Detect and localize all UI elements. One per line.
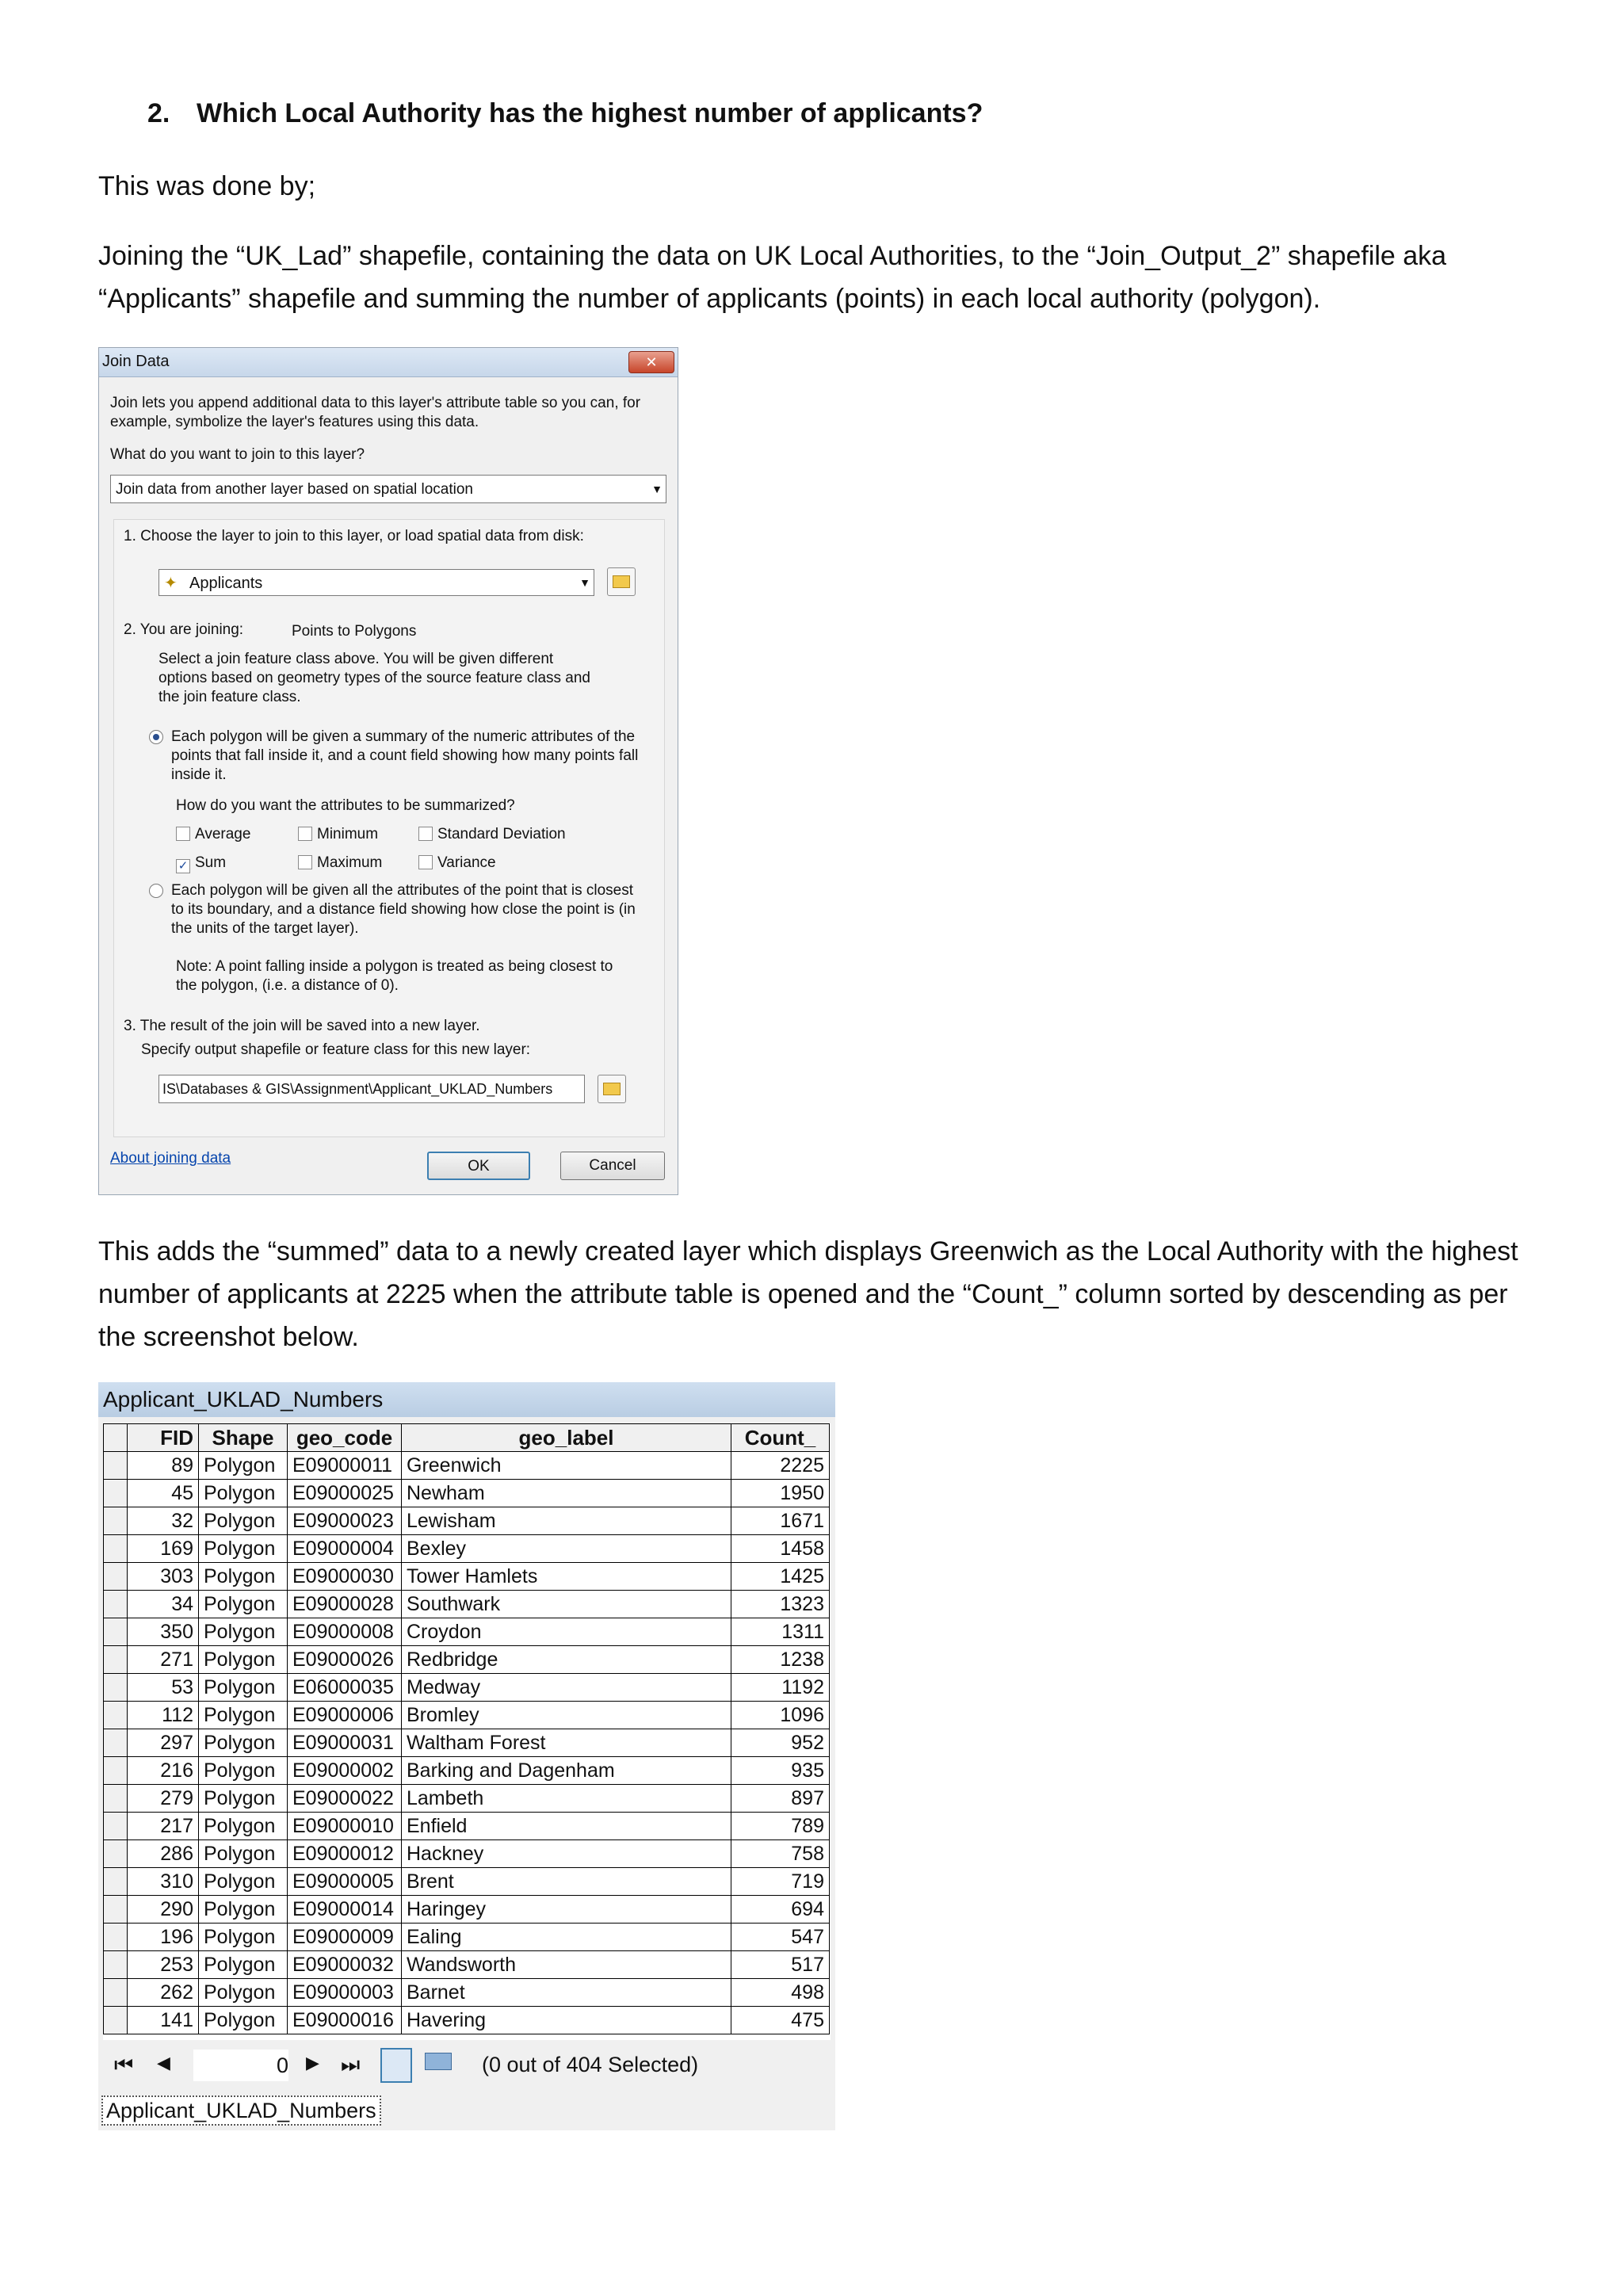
sum-checkbox[interactable] <box>176 854 226 873</box>
cell-shape: Polygon <box>199 1591 288 1618</box>
cell-geo-label: Enfield <box>402 1813 731 1840</box>
next-record-icon[interactable]: ▶ <box>306 2053 319 2073</box>
step2-label: 2. You are joining: <box>124 621 244 638</box>
cell-shape: Polygon <box>199 1840 288 1868</box>
step3-label: 3. The result of the join will be saved into a new layer. <box>124 1018 480 1034</box>
cell-geo-code: E09000003 <box>288 1979 402 2007</box>
step3-specify: Specify output shapefile or feature class for this new layer: <box>141 1041 531 1058</box>
cell-geo-label: Lambeth <box>402 1785 731 1813</box>
cell-geo-label: Brent <box>402 1868 731 1896</box>
row-selector[interactable] <box>104 1729 128 1757</box>
table-row[interactable] <box>104 1507 830 1535</box>
row-selector[interactable] <box>104 1924 128 1951</box>
cell-fid: 45 <box>128 1480 199 1507</box>
table-row[interactable] <box>104 1452 830 1480</box>
average-label: Average <box>195 826 251 842</box>
cell-fid: 262 <box>128 1979 199 2007</box>
cell-shape: Polygon <box>199 1785 288 1813</box>
cell-fid: 290 <box>128 1896 199 1924</box>
cell-shape: Polygon <box>199 1813 288 1840</box>
previous-record-icon[interactable]: ◀ <box>157 2053 170 2073</box>
cell-count: 694 <box>731 1896 830 1924</box>
checkmark-icon: ✓ <box>176 859 190 873</box>
cell-geo-code: E09000014 <box>288 1896 402 1924</box>
row-selector[interactable] <box>104 1563 128 1591</box>
cell-fid: 279 <box>128 1785 199 1813</box>
closest-option-label: Each polygon will be given all the attributes of the point that is closest to its boundary, and a distance field showing how close the point is (in the units of the target layer). <box>171 882 636 937</box>
summarize-question: How do you want the attributes to be summarized? <box>176 797 515 814</box>
join-data-dialog <box>98 347 678 1195</box>
cell-fid: 310 <box>128 1868 199 1896</box>
cell-fid: 196 <box>128 1924 199 1951</box>
cell-geo-code: E09000004 <box>288 1535 402 1563</box>
column-header-count[interactable]: Count_ <box>731 1424 830 1452</box>
checkbox-icon <box>298 827 312 841</box>
output-path-input[interactable] <box>158 1075 585 1103</box>
cell-count: 475 <box>731 2007 830 2034</box>
table-row[interactable] <box>104 1757 830 1785</box>
summary-option-label: Each polygon will be given a summary of the numeric attributes of the points that fall inside it, and a count field showing how many points fall inside it. <box>171 728 639 783</box>
row-selector[interactable] <box>104 1480 128 1507</box>
attribute-table-window <box>98 1382 835 2130</box>
join-type-value: Join data from another layer based on spatial location <box>116 481 473 498</box>
variance-label: Variance <box>437 854 496 871</box>
cell-count: 758 <box>731 1840 830 1868</box>
table-row[interactable] <box>104 1618 830 1646</box>
cell-geo-code: E09000023 <box>288 1507 402 1535</box>
closest-option-radio[interactable] <box>149 883 163 900</box>
heading-number: 2. <box>147 98 170 128</box>
row-selector[interactable] <box>104 1535 128 1563</box>
table-tab[interactable]: Applicant_UKLAD_Numbers <box>101 2095 381 2126</box>
row-selector[interactable] <box>104 1646 128 1674</box>
last-record-icon[interactable]: ⏭ <box>341 2053 361 2076</box>
step1-label: 1. Choose the layer to join to this layer, or load spatial data from disk: <box>124 528 584 544</box>
cell-fid: 34 <box>128 1591 199 1618</box>
cell-count: 897 <box>731 1785 830 1813</box>
table-row[interactable] <box>104 1674 830 1702</box>
column-header-geo-label[interactable]: geo_label <box>402 1424 731 1452</box>
table-row[interactable] <box>104 1480 830 1507</box>
row-selector[interactable] <box>104 1452 128 1480</box>
cell-geo-label: Bromley <box>402 1702 731 1729</box>
cell-fid: 217 <box>128 1813 199 1840</box>
table-body <box>104 1452 830 2034</box>
cell-geo-code: E09000006 <box>288 1702 402 1729</box>
table-title: Applicant_UKLAD_Numbers <box>98 1382 835 1417</box>
paragraph-result: This adds the “summed” data to a newly created layer which displays Greenwich as the Local Authority with the highest number of applicants at 2225 when the attribute table is opened and the “Count_” column sorted by descending as per the screenshot below. <box>98 1236 1518 1352</box>
checkbox-icon <box>176 827 190 841</box>
layer-value: Applicants <box>189 575 263 592</box>
row-selector[interactable] <box>104 1785 128 1813</box>
about-joining-link[interactable]: About joining data <box>110 1150 231 1167</box>
checkbox-icon <box>298 855 312 869</box>
select-all-cell[interactable] <box>104 1424 128 1452</box>
cell-count: 1311 <box>731 1618 830 1646</box>
cell-geo-code: E09000022 <box>288 1785 402 1813</box>
show-selected-records-icon[interactable] <box>425 2053 452 2070</box>
chevron-down-icon: ▼ <box>651 483 663 495</box>
dialog-intro: Join lets you append additional data to this layer's attribute table so you can, for example, symbolize the layer's features using this data. <box>110 395 641 430</box>
selection-status: (0 out of 404 Selected) <box>482 2053 699 2076</box>
join-type-select[interactable] <box>110 475 666 503</box>
column-header-shape[interactable]: Shape <box>199 1424 288 1452</box>
row-selector[interactable] <box>104 1979 128 2007</box>
cell-geo-code: E09000002 <box>288 1757 402 1785</box>
record-number-input[interactable]: 0 <box>193 2050 288 2081</box>
cell-geo-code: E09000031 <box>288 1729 402 1757</box>
cell-shape: Polygon <box>199 1924 288 1951</box>
cell-geo-code: E09000026 <box>288 1646 402 1674</box>
close-icon[interactable]: ✕ <box>628 351 674 373</box>
cell-geo-code: E09000011 <box>288 1452 402 1480</box>
cell-geo-label: Hackney <box>402 1840 731 1868</box>
table-row[interactable] <box>104 1840 830 1868</box>
cell-shape: Polygon <box>199 1729 288 1757</box>
cell-geo-label: Havering <box>402 2007 731 2034</box>
cell-shape: Polygon <box>199 1480 288 1507</box>
cell-fid: 303 <box>128 1563 199 1591</box>
cell-shape: Polygon <box>199 1452 288 1480</box>
first-record-icon[interactable]: ⏮ <box>114 2053 134 2076</box>
summary-option-radio[interactable] <box>149 729 163 747</box>
cell-geo-code: E09000010 <box>288 1813 402 1840</box>
table-row[interactable] <box>104 1729 830 1757</box>
cell-fid: 350 <box>128 1618 199 1646</box>
cell-fid: 89 <box>128 1452 199 1480</box>
row-selector[interactable] <box>104 1507 128 1535</box>
cell-geo-label: Lewisham <box>402 1507 731 1535</box>
table-row[interactable] <box>104 1868 830 1896</box>
cell-fid: 271 <box>128 1646 199 1674</box>
cell-fid: 112 <box>128 1702 199 1729</box>
checkbox-icon <box>418 827 433 841</box>
note-text: Note: A point falling inside a polygon is treated as being closest to the polygon, (i.e. a distance of 0). <box>176 958 613 994</box>
cell-fid: 53 <box>128 1674 199 1702</box>
column-header-fid[interactable]: FID <box>128 1424 199 1452</box>
table-row[interactable] <box>104 1924 830 1951</box>
folder-icon <box>613 575 630 588</box>
row-selector[interactable] <box>104 1840 128 1868</box>
cell-geo-label: Redbridge <box>402 1646 731 1674</box>
cell-fid: 253 <box>128 1951 199 1979</box>
minimum-checkbox[interactable] <box>298 826 378 843</box>
heading-text: Which Local Authority has the highest number of applicants? <box>197 98 983 128</box>
table-row[interactable] <box>104 1563 830 1591</box>
row-selector[interactable] <box>104 1674 128 1702</box>
cell-geo-label: Barnet <box>402 1979 731 2007</box>
dialog-title: Join Data <box>102 353 170 370</box>
cell-fid: 297 <box>128 1729 199 1757</box>
maximum-checkbox[interactable] <box>298 854 382 872</box>
table-row[interactable] <box>104 1813 830 1840</box>
radio-empty-icon <box>149 884 163 898</box>
ok-button[interactable]: OK <box>427 1152 530 1180</box>
table-row[interactable] <box>104 1896 830 1924</box>
cell-geo-code: E09000008 <box>288 1618 402 1646</box>
table-row[interactable] <box>104 1535 830 1563</box>
cell-count: 498 <box>731 1979 830 2007</box>
cell-geo-code: E09000032 <box>288 1951 402 1979</box>
cell-fid: 141 <box>128 2007 199 2034</box>
maximum-label: Maximum <box>317 854 383 871</box>
cell-count: 547 <box>731 1924 830 1951</box>
output-path-value: IS\Databases & GIS\Assignment\Applicant_UKLAD_Numbers <box>162 1081 553 1097</box>
row-selector[interactable] <box>104 2007 128 2034</box>
section-heading <box>147 98 983 129</box>
cell-geo-label: Newham <box>402 1480 731 1507</box>
cell-geo-label: Medway <box>402 1674 731 1702</box>
cell-shape: Polygon <box>199 1951 288 1979</box>
cell-count: 1671 <box>731 1507 830 1535</box>
row-selector[interactable] <box>104 1591 128 1618</box>
cell-geo-label: Greenwich <box>402 1452 731 1480</box>
cell-count: 1950 <box>731 1480 830 1507</box>
browse-output-button[interactable] <box>598 1075 626 1103</box>
cell-geo-label: Croydon <box>402 1618 731 1646</box>
row-selector[interactable] <box>104 1757 128 1785</box>
cell-fid: 32 <box>128 1507 199 1535</box>
row-selector[interactable] <box>104 1951 128 1979</box>
show-all-records-icon[interactable] <box>380 2048 412 2083</box>
cancel-button[interactable]: Cancel <box>560 1152 665 1180</box>
step2-value: Points to Polygons <box>292 623 417 640</box>
cell-geo-code: E09000005 <box>288 1868 402 1896</box>
cell-geo-code: E09000030 <box>288 1563 402 1591</box>
cell-fid: 216 <box>128 1757 199 1785</box>
cell-geo-label: Barking and Dagenham <box>402 1757 731 1785</box>
cell-shape: Polygon <box>199 1646 288 1674</box>
average-checkbox[interactable] <box>176 826 250 843</box>
radio-selected-icon <box>149 730 163 744</box>
table-row[interactable] <box>104 2007 830 2034</box>
cell-shape: Polygon <box>199 1507 288 1535</box>
cell-count: 789 <box>731 1813 830 1840</box>
cell-count: 719 <box>731 1868 830 1896</box>
cell-count: 517 <box>731 1951 830 1979</box>
table-row[interactable] <box>104 1702 830 1729</box>
table-row[interactable] <box>104 1591 830 1618</box>
cell-shape: Polygon <box>199 1702 288 1729</box>
chevron-down-icon: ▼ <box>579 576 590 589</box>
attribute-grid <box>103 1423 831 2040</box>
cell-shape: Polygon <box>199 2007 288 2034</box>
cell-geo-label: Wandsworth <box>402 1951 731 1979</box>
sum-label: Sum <box>195 854 227 871</box>
minimum-label: Minimum <box>317 826 379 842</box>
cell-geo-code: E09000028 <box>288 1591 402 1618</box>
cell-count: 1458 <box>731 1535 830 1563</box>
row-selector[interactable] <box>104 1702 128 1729</box>
cell-geo-label: Tower Hamlets <box>402 1563 731 1591</box>
cell-geo-label: Waltham Forest <box>402 1729 731 1757</box>
table-header-row <box>104 1424 830 1452</box>
cell-geo-code: E06000035 <box>288 1674 402 1702</box>
column-header-geo-code[interactable]: geo_code <box>288 1424 402 1452</box>
cell-shape: Polygon <box>199 1535 288 1563</box>
cell-count: 952 <box>731 1729 830 1757</box>
cell-count: 935 <box>731 1757 830 1785</box>
row-selector[interactable] <box>104 1896 128 1924</box>
join-options-group <box>113 519 665 1137</box>
cell-count: 1323 <box>731 1591 830 1618</box>
browse-layer-button[interactable] <box>607 567 636 596</box>
folder-icon <box>603 1083 621 1095</box>
cell-count: 1425 <box>731 1563 830 1591</box>
table-row[interactable] <box>104 1785 830 1813</box>
table-row[interactable] <box>104 1646 830 1674</box>
stddev-label: Standard Deviation <box>437 826 566 842</box>
cell-count: 1096 <box>731 1702 830 1729</box>
cell-count: 2225 <box>731 1452 830 1480</box>
cell-shape: Polygon <box>199 1979 288 2007</box>
stddev-checkbox[interactable] <box>418 826 566 843</box>
cell-shape: Polygon <box>199 1896 288 1924</box>
step2-description: Select a join feature class above. You will be given different options based on geometry types of the source feature class and the join feature class. <box>158 651 590 705</box>
cell-geo-label: Southwark <box>402 1591 731 1618</box>
cell-shape: Polygon <box>199 1563 288 1591</box>
row-selector[interactable] <box>104 1813 128 1840</box>
dialog-question: What do you want to join to this layer? <box>110 446 365 463</box>
row-selector[interactable] <box>104 1618 128 1646</box>
checkbox-icon <box>418 855 433 869</box>
paragraph-method: Joining the “UK_Lad” shapefile, containing the data on UK Local Authorities, to the “Join_Output_2” shapefile aka “Applicants” shapefile and summing the number of applicants (points) in each local authority (polygon). <box>98 241 1447 314</box>
table-navigation-bar <box>98 2045 835 2088</box>
cell-count: 1192 <box>731 1674 830 1702</box>
cell-geo-code: E09000009 <box>288 1924 402 1951</box>
layer-select[interactable] <box>158 569 594 596</box>
layer-point-icon: ✦ <box>164 575 178 592</box>
cell-count: 1238 <box>731 1646 830 1674</box>
dialog-title-bar <box>99 348 678 377</box>
cell-geo-code: E09000012 <box>288 1840 402 1868</box>
attribute-table <box>103 1423 830 2034</box>
table-row[interactable] <box>104 1951 830 1979</box>
table-row[interactable] <box>104 1979 830 2007</box>
cell-geo-code: E09000025 <box>288 1480 402 1507</box>
cell-shape: Polygon <box>199 1868 288 1896</box>
row-selector[interactable] <box>104 1868 128 1896</box>
cell-geo-label: Ealing <box>402 1924 731 1951</box>
paragraph-intro: This was done by; <box>98 171 316 201</box>
cell-geo-code: E09000016 <box>288 2007 402 2034</box>
cell-fid: 286 <box>128 1840 199 1868</box>
cell-shape: Polygon <box>199 1618 288 1646</box>
cell-shape: Polygon <box>199 1757 288 1785</box>
cell-shape: Polygon <box>199 1674 288 1702</box>
variance-checkbox[interactable] <box>418 854 496 872</box>
cell-geo-label: Haringey <box>402 1896 731 1924</box>
cell-fid: 169 <box>128 1535 199 1563</box>
cell-geo-label: Bexley <box>402 1535 731 1563</box>
